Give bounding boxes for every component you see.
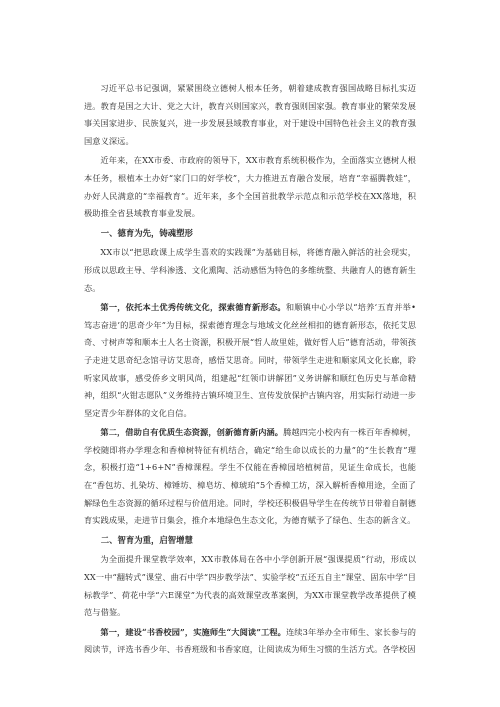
paragraph-text: 为全面提升课堂教学效率，XX市教体局在各中小学创新开展“强课提质”行动，形成以XX一中“翻转式”课堂、曲石中学“四步教学法”、实验学校“五还五自主”课堂、固东中学“目标教学”、荷花中学“六E课堂”为代表的高效课堂改革案例，为XX市课堂教学改革提供了模范与借鉴。	[84, 554, 416, 618]
body-paragraph	[84, 80, 416, 150]
paragraph-lead: 第一，建设“书香校园”，实施师生“大阅读”工程。	[100, 626, 286, 637]
body-paragraph	[84, 299, 416, 422]
paragraph-text: 腾越四完小校内有一株百年香樟树，学校随即将办学理念和香樟树特征有机结合，确定“给生命以成长的力量”的“生长教育”理念，积极打造“1+6+N”香樟课程。学生不仅能在香樟园培植树苗，见证生命成长，也能在“香包坊、扎染坊、樟锤坊、樟皂坊、樟琥珀”5个香樟工坊，深入解析香樟用途，全面了解绿色生态资源的循环过程与价值用途。同时，学校还积极倡导学生在传统节日带着自制德育实践成果，走进节日集会，推介本地绿色生态文化，为德育赋予了绿色、生态的新含义。	[84, 427, 416, 526]
section-heading: 一、德育为先，铸魂塑形	[100, 227, 193, 238]
paragraph-text: XX市以“把思政课上成学生喜欢的实践课”为基础目标，将德育融入鲜活的社会现实，形成以思政主导、学科渗透、文化熏陶、活动感悟为特色的多维统整、共融育人的德育新生态。	[84, 247, 416, 293]
paragraph-lead: 第一，依托本土优秀传统文化，探索德育新形态。	[100, 302, 286, 313]
section-heading: 二、智育为重，启智增慧	[100, 534, 193, 545]
body-paragraph	[84, 244, 416, 297]
body-paragraph	[84, 624, 416, 659]
body-paragraph	[84, 551, 416, 621]
paragraph-lead: 第二，借助自有优质生态资源，创新德育新内涵。	[100, 427, 284, 438]
paragraph-text: 和顺镇中心小学以“培养‘五育并举•笃志奋进’的思奇少年”为目标，探索德育理念与地域文化丝丝相扣的德育新形态，依托艾思奇、寸树声等和顺本土人名士资源，积极开展“哲人故里娃，做好哲人后”德育活动，带领孩子走进艾思奇纪念馆寻访艾思奇，感悟艾思奇。同时，带领学生走进和顺家风文化长廊，聆听家风故事，感受侨乡文明风尚，组建起“红领巾讲解团”义务讲解和顺红色历史与革命精神，组织“火钳志愿队”义务维持古镇环境卫生、宣传发放保护古镇内容，用实际行动进一步坚定青少年群体的文化自信。	[84, 302, 416, 418]
paragraph-text: 连续3年举办全市师生、家长参与的阅读节，评选书香少年、书香班级和书香家庭，让阅读成为师生习惯的生活方式。各学校因	[84, 626, 416, 655]
paragraph-text: 近年来，在XX市委、市政府的领导下，XX市教育系统积极作为，全面落实立德树人根本任务，根植本土办好“家门口的好学校”，大力推进五育融合发展，培育“幸福腾教娃”，办好人民满意的“幸福教育”。近年来，多个全国首批教学示范点和示范学校在XX落地，积极助推全省县域教育事业发展。	[84, 155, 416, 219]
body-paragraph	[84, 152, 416, 222]
paragraph-text: 习近平总书记强调，紧紧围绕立德树人根本任务，朝着建成教育强国战略目标扎实迈进。教育是国之大计、党之大计，教育兴则国家兴，教育强则国家强。教育事业的繁荣发展事关国家进步、民族复兴，进一步发展县域教育事业，对于建设中国特色社会主义的教育强国意义深远。	[84, 83, 416, 146]
body-paragraph	[84, 424, 416, 530]
